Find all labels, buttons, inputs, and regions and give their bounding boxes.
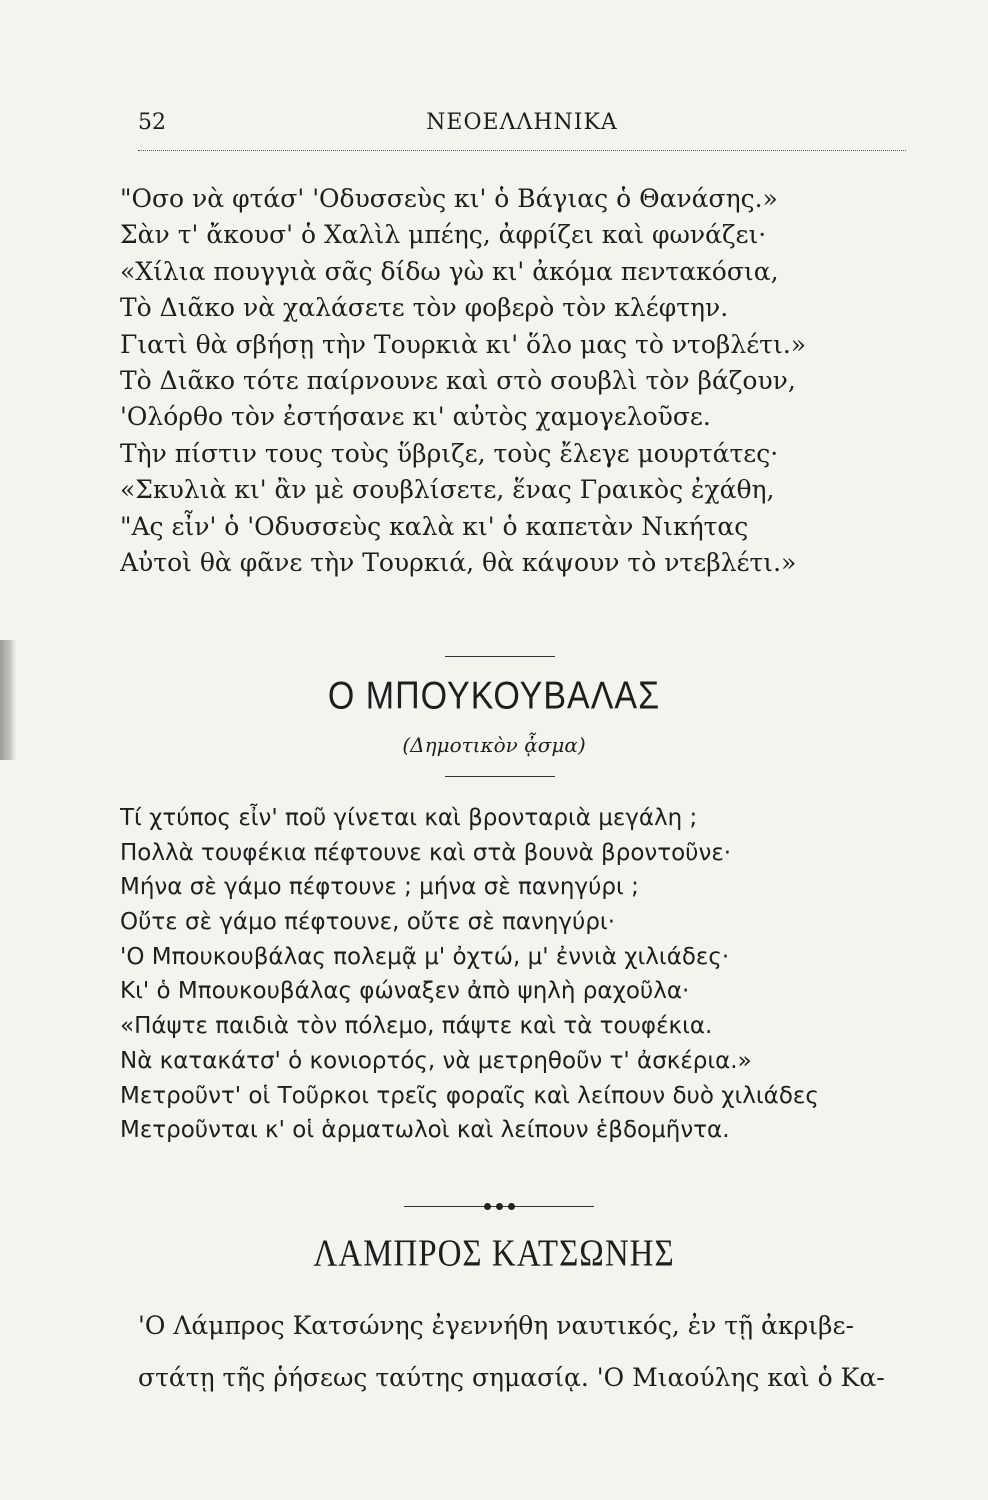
- verse-line: Κι' ὁ Μπουκουβάλας φώναξεν ἀπὸ ψηλὴ ραχοῦλα·: [120, 978, 690, 1005]
- verse-line: Τί χτύπος εἶν' ποῦ γίνεται καὶ βρονταριὰ μεγάλη ;: [120, 805, 698, 831]
- verse-line: «Σκυλιὰ κι' ἂν μὲ σουβλίσετε, ἕνας Γραικὸς ἐχάθη,: [120, 475, 775, 505]
- verse-line: Τὴν πίστιν τους τοὺς ὕβριζε, τοὺς ἔλεγε μουρτάτες·: [120, 438, 779, 468]
- running-title: ΝΕΟΕΛΛΗΝΙΚΑ: [426, 110, 618, 135]
- verse-line: "Ας εἶν' ὁ 'Οδυσσεὺς καλὰ κι' ὁ καπετὰν Νικήτας: [120, 511, 749, 541]
- ornamental-divider: [404, 1203, 594, 1209]
- header-rule: [138, 150, 906, 151]
- section-title-katsonis: ΛΑΜΠΡΟΣ ΚΑΤΣΩΝΗΣ: [313, 1233, 675, 1275]
- verse-line: Πολλὰ τουφέκια πέφτουνε καὶ στὰ βουνὰ βροντοῦνε·: [120, 839, 732, 866]
- section-subtitle: (Δημοτικὸν ᾆσμα): [402, 733, 586, 757]
- verse-line: Τὸ Διᾶκο τότε παίρνουνε καὶ στὸ σουβλὶ τὸν βάζουν,: [120, 365, 796, 395]
- verse-line: Σὰν τ' ἄκουσ' ὁ Χαλὶλ μπέης, ἀφρίζει καὶ φωνάζει·: [120, 220, 767, 250]
- subtitle-separator: [445, 776, 555, 777]
- verse-line: Μήνα σὲ γάμο πέφτουνε ; μήνα σὲ πανηγύρι ;: [120, 874, 639, 901]
- verse-line: Γιατὶ θὰ σβήσῃ τὴν Τουρκιὰ κι' ὅλο μας τὸ ντοβλέτι.»: [120, 329, 807, 359]
- verse-line: «Χίλια πουγγιὰ σᾶς δίδω γὼ κι' ἀκόμα πεντακόσια,: [120, 256, 779, 286]
- prose-line: 'Ο Λάμπρος Κατσώνης ἐγεννήθη ναυτικός, ἐν τῇ ἀκριβε-: [138, 1311, 854, 1340]
- verse-line: Αὐτοὶ θὰ φᾶνε τὴν Τουρκιά, θὰ κάψουν τὸ ντεβλέτι.»: [120, 547, 797, 577]
- running-head: [138, 110, 906, 140]
- verse-line: Οὔτε σὲ γάμο πέφτουνε, οὔτε σὲ πανηγύρι·: [120, 909, 616, 936]
- verse-line: «Πάψτε παιδιὰ τὸν πόλεμο, πάψτε καὶ τὰ τουφέκια.: [120, 1013, 713, 1040]
- verse-line: 'Ο Μπουκουβάλας πολεμᾷ μ' ὀχτώ, μ' ἐννιὰ χιλιάδες·: [120, 943, 730, 970]
- verse-line: Νὰ κατακάτσ' ὁ κονιορτός, νὰ μετρηθοῦν τ' ἀσκέρια.»: [120, 1047, 752, 1074]
- section-title-poem: Ο ΜΠΟΥΚΟΥΒΑΛΑΣ: [327, 674, 661, 718]
- prose-line: στάτῃ τῆς ῥήσεως ταύτης σημασίᾳ. 'Ο Μιαούλης καὶ ὁ Κα-: [138, 1363, 885, 1392]
- verse-line: 'Ολόρθο τὸν ἐστήσανε κι' αὐτὸς χαμογελοῦσε.: [120, 402, 711, 432]
- page-number: 52: [138, 110, 166, 135]
- verse-block-2: [120, 801, 910, 1148]
- ornament-dot: [484, 1203, 491, 1210]
- verse-line: "Οσο νὰ φτάσ' 'Οδυσσεὺς κι' ὁ Βάγιας ὁ Θανάσης.»: [120, 184, 778, 213]
- ornament-dot: [496, 1203, 503, 1210]
- prose-paragraph: [138, 1300, 908, 1404]
- verse-block-1: [120, 181, 910, 581]
- ornament-dot: [508, 1203, 515, 1210]
- verse-line: Τὸ Διᾶκο νὰ χαλάσετε τὸν φοβερὸ τὸν κλέφτην.: [120, 293, 729, 323]
- verse-line: Μετροῦντ' οἱ Τοῦρκοι τρεῖς φοραῖς καὶ λείπουν δυὸ χιλιάδες: [120, 1082, 819, 1109]
- section-separator: [445, 656, 555, 657]
- verse-line: Μετροῦνται κ' οἱ ἁρματωλοὶ καὶ λείπουν ἑβδομῆντα.: [120, 1117, 730, 1144]
